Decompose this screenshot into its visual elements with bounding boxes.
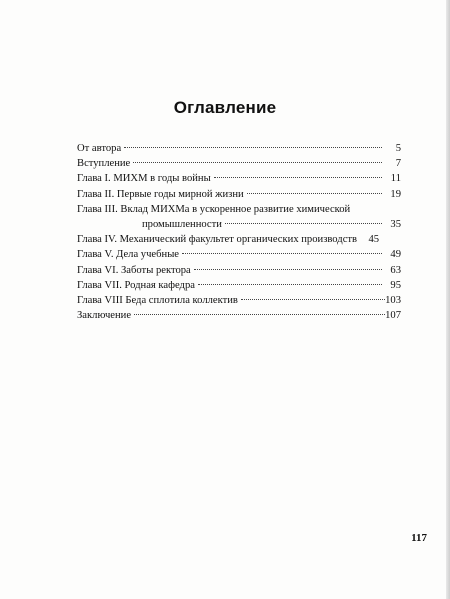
toc-page-number: 95 [390, 279, 401, 291]
toc-page-number: 49 [390, 249, 401, 261]
toc-leader-dots [124, 147, 382, 148]
toc-page-number: 5 [395, 143, 401, 154]
toc-leader-dots [133, 162, 382, 163]
table-of-contents [77, 141, 401, 323]
toc-entry-chapter-7 [77, 278, 401, 293]
toc-label: Глава VIII Беда сплотила коллектив [77, 295, 238, 307]
toc-leader-dots [247, 193, 382, 194]
toc-entry-conclusion [77, 308, 401, 323]
toc-leader-dots [182, 253, 382, 254]
toc-label: Глава II. Первые годы мирной жизни [77, 188, 244, 200]
toc-label-continuation: промышленности [142, 219, 222, 231]
toc-leader-dots [225, 223, 382, 224]
page-edge-shadow [446, 0, 450, 599]
toc-label: Глава VI. Заботы ректора [77, 264, 191, 276]
page-folio-number: 117 [411, 532, 427, 544]
toc-page-number: 35 [390, 219, 401, 231]
toc-entry-chapter-2 [77, 187, 401, 202]
toc-label: Глава III. Вклад МИХМа в ускоренное развитие химической [77, 203, 351, 215]
toc-label-line-1 [77, 202, 401, 217]
toc-label: Глава I. МИХМ в годы войны [77, 173, 211, 185]
toc-label: От автора [77, 143, 122, 154]
toc-leader-dots [241, 299, 385, 300]
toc-page-number: 63 [390, 264, 401, 276]
toc-page-number: 7 [395, 158, 401, 170]
toc-label: Глава VII. Родная кафедра [77, 279, 195, 291]
toc-page-number: 103 [385, 295, 401, 307]
toc-entry-chapter-3 [77, 202, 401, 232]
toc-entry-chapter-1 [77, 171, 401, 186]
toc-leader-dots [134, 314, 385, 315]
toc-page-number: 107 [385, 310, 401, 322]
toc-entry-introduction [77, 156, 401, 171]
toc-entry-chapter-6 [77, 263, 401, 278]
toc-entry-from-author [77, 141, 401, 156]
toc-page-number: 19 [390, 188, 401, 200]
toc-entry-chapter-8 [77, 293, 401, 308]
toc-leader-dots [214, 177, 382, 178]
toc-label: Глава V. Дела учебные [77, 249, 180, 261]
toc-leader-dots [194, 269, 382, 270]
toc-page-number: 45 [368, 234, 380, 246]
toc-label: Глава IV. Механический факультет органических производств [77, 234, 358, 246]
toc-label: Заключение [77, 310, 132, 322]
toc-leader-dots [198, 284, 382, 285]
toc-label: Вступление [77, 158, 131, 170]
toc-entry-chapter-5 [77, 247, 401, 262]
toc-entry-chapter-4 [77, 232, 401, 247]
toc-page-number: 11 [390, 173, 401, 185]
page-title: Оглавление [173, 98, 277, 117]
toc-label-line-2 [77, 217, 401, 232]
